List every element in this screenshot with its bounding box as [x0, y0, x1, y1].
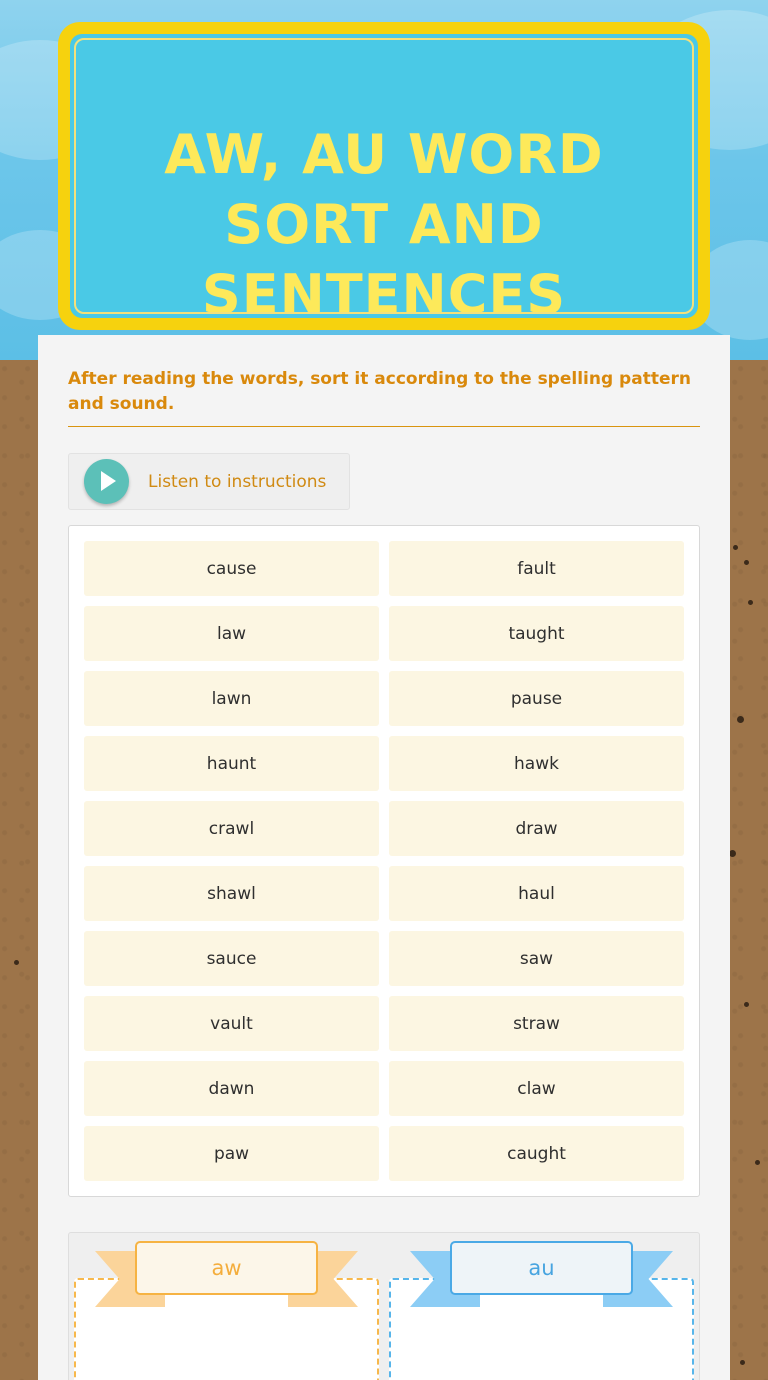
word-tile[interactable]: hawk: [389, 736, 684, 791]
word-tile[interactable]: draw: [389, 801, 684, 856]
word-tile[interactable]: pause: [389, 671, 684, 726]
word-tile[interactable]: cause: [84, 541, 379, 596]
word-bank: [68, 525, 700, 1197]
instructions-text: After reading the words, sort it according to the spelling pattern and sound.: [68, 369, 691, 414]
word-tile[interactable]: caught: [389, 1126, 684, 1181]
word-tile[interactable]: sauce: [84, 931, 379, 986]
word-tile[interactable]: claw: [389, 1061, 684, 1116]
word-tile[interactable]: dawn: [84, 1061, 379, 1116]
word-tile[interactable]: straw: [389, 996, 684, 1051]
word-tile[interactable]: haul: [389, 866, 684, 921]
sort-area: [68, 1232, 700, 1380]
word-tile[interactable]: law: [84, 606, 379, 661]
word-tile[interactable]: lawn: [84, 671, 379, 726]
aw-category-label: aw: [135, 1241, 318, 1295]
word-tile[interactable]: haunt: [84, 736, 379, 791]
play-icon[interactable]: [84, 459, 129, 504]
word-tile[interactable]: saw: [389, 931, 684, 986]
title-banner: [58, 22, 710, 330]
worksheet: [38, 335, 730, 1380]
word-tile[interactable]: taught: [389, 606, 684, 661]
word-tile[interactable]: crawl: [84, 801, 379, 856]
word-tile[interactable]: fault: [389, 541, 684, 596]
au-category-label: au: [450, 1241, 633, 1295]
listen-instructions-label: Listen to instructions: [148, 471, 327, 492]
instructions-divider: [68, 426, 700, 427]
word-tile[interactable]: vault: [84, 996, 379, 1051]
page-title: AW, AU WORD SORT AND SENTENCES: [164, 123, 604, 326]
word-tile[interactable]: shawl: [84, 866, 379, 921]
word-tile[interactable]: paw: [84, 1126, 379, 1181]
listen-instructions-button[interactable]: [68, 453, 350, 510]
title-panel: [70, 34, 698, 326]
